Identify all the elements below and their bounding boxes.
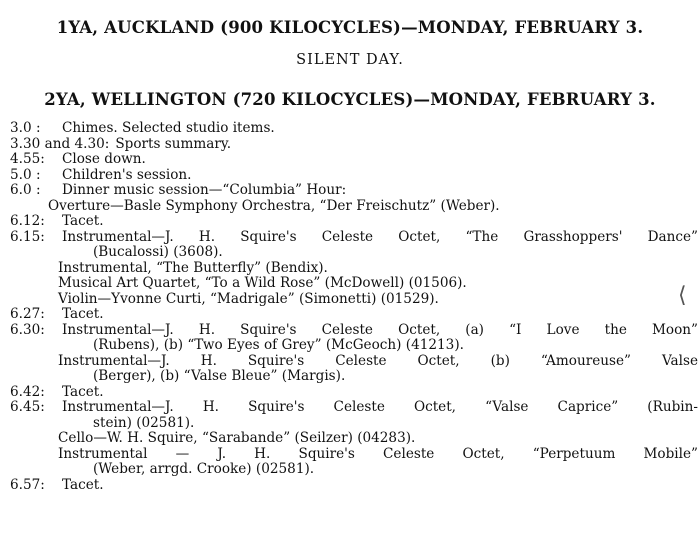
programme-entry bbox=[10, 323, 698, 339]
programme-subitem bbox=[10, 276, 698, 292]
entry-text: Tacet. bbox=[62, 476, 104, 493]
programme-continuation bbox=[10, 338, 698, 354]
entry-text: Musical Art Quartet, “To a Wild Rose” (McDowell) (01506). bbox=[58, 275, 467, 291]
programme-entry bbox=[10, 121, 698, 137]
entry-time: 6.30: bbox=[10, 321, 45, 338]
entry-text: Close down. bbox=[62, 151, 146, 167]
programme-entry bbox=[10, 400, 698, 416]
programme-subitem bbox=[10, 447, 698, 463]
entry-text: Tacet. bbox=[62, 213, 104, 229]
entry-text: Tacet. bbox=[62, 383, 104, 400]
programme-entry bbox=[10, 183, 698, 199]
entry-text: Dinner music session—“Columbia” Hour: bbox=[62, 182, 347, 198]
entry-time: 6.57: bbox=[10, 476, 45, 493]
entry-time: 6.0 : bbox=[10, 182, 41, 198]
entry-text: Overture—Basle Symphony Orchestra, “Der Freischutz” (Weber). bbox=[48, 197, 500, 214]
programme-subitem bbox=[10, 261, 698, 277]
silent-day-note: SILENT DAY. bbox=[296, 52, 404, 68]
entry-text: Chimes. Selected studio items. bbox=[62, 120, 275, 136]
entry-text: Tacet. bbox=[62, 306, 104, 322]
entry-time: 6.27: bbox=[10, 306, 45, 322]
entry-text: (Weber, arrgd. Crooke) (02581). bbox=[93, 461, 315, 477]
programme-entry bbox=[10, 137, 698, 153]
heading-2ya-wellington: 2YA, WELLINGTON (720 KILOCYCLES)—MONDAY, FEBRUARY 3. bbox=[44, 90, 656, 109]
programme-entry bbox=[10, 168, 698, 184]
programme-entry bbox=[10, 214, 698, 230]
entry-time: 6.45: bbox=[10, 399, 45, 415]
entry-time: 6.42: bbox=[10, 383, 45, 400]
entry-text: Instrumental—J. H. Squire's Celeste Octet, (b) “Amoureuse” Valse bbox=[58, 352, 698, 369]
entry-time: 5.0 : bbox=[10, 166, 41, 183]
entry-time: 6.12: bbox=[10, 213, 45, 229]
programme-continuation bbox=[10, 245, 698, 261]
entry-text: Instrumental—J. H. Squire's Celeste Octet, “Valse Caprice” (Rubin- bbox=[62, 399, 698, 415]
programme-entry bbox=[10, 230, 698, 246]
entry-text: Instrumental—J. H. Squire's Celeste Octet, “The Grasshoppers' Dance” bbox=[62, 228, 698, 245]
entry-text: Instrumental, “The Butterfly” (Bendix). bbox=[58, 259, 328, 276]
programme-entry bbox=[10, 152, 698, 168]
entry-text: Violin—Yvonne Curti, “Madrigale” (Simonetti) (01529). bbox=[58, 290, 439, 307]
entry-text: Instrumental—J. H. Squire's Celeste Octet, (a) “I Love the Moon” bbox=[62, 321, 698, 338]
programme-subitem bbox=[10, 431, 698, 447]
programme-continuation bbox=[10, 369, 698, 385]
entry-time: 3.30 and 4.30: bbox=[10, 135, 110, 152]
programme-continuation bbox=[10, 416, 698, 432]
margin-pencil-mark: ⟨ bbox=[678, 283, 687, 308]
entry-time: 4.55: bbox=[10, 151, 45, 167]
entry-text: (Rubens), (b) “Two Eyes of Grey” (McGeoch) (41213). bbox=[93, 337, 464, 353]
programme-entry bbox=[10, 307, 698, 323]
programme-subitem bbox=[10, 292, 698, 308]
entry-text: (Bucalossi) (3608). bbox=[93, 244, 223, 260]
entry-time: 3.0 : bbox=[10, 120, 41, 136]
entry-text: (Berger), (b) “Valse Bleue” (Margis). bbox=[93, 368, 346, 384]
programme-list bbox=[10, 121, 698, 493]
entry-text: Cello—W. H. Squire, “Sarabande” (Seilzer) (04283). bbox=[58, 430, 416, 446]
entry-text: Children's session. bbox=[62, 166, 192, 183]
programme-entry bbox=[10, 385, 698, 401]
programme-subitem bbox=[10, 354, 698, 370]
programme-subitem bbox=[10, 199, 698, 215]
entry-text: Instrumental — J. H. Squire's Celeste Octet, “Perpetuum Mobile” bbox=[58, 445, 698, 462]
entry-time: 6.15: bbox=[10, 228, 45, 245]
heading-1ya-auckland: 1YA, AUCKLAND (900 KILOCYCLES)—MONDAY, FEBRUARY 3. bbox=[56, 18, 644, 37]
programme-continuation bbox=[10, 462, 698, 478]
entry-text: stein) (02581). bbox=[93, 414, 195, 431]
programme-entry bbox=[10, 478, 698, 494]
entry-text: Sports summary. bbox=[115, 135, 232, 152]
